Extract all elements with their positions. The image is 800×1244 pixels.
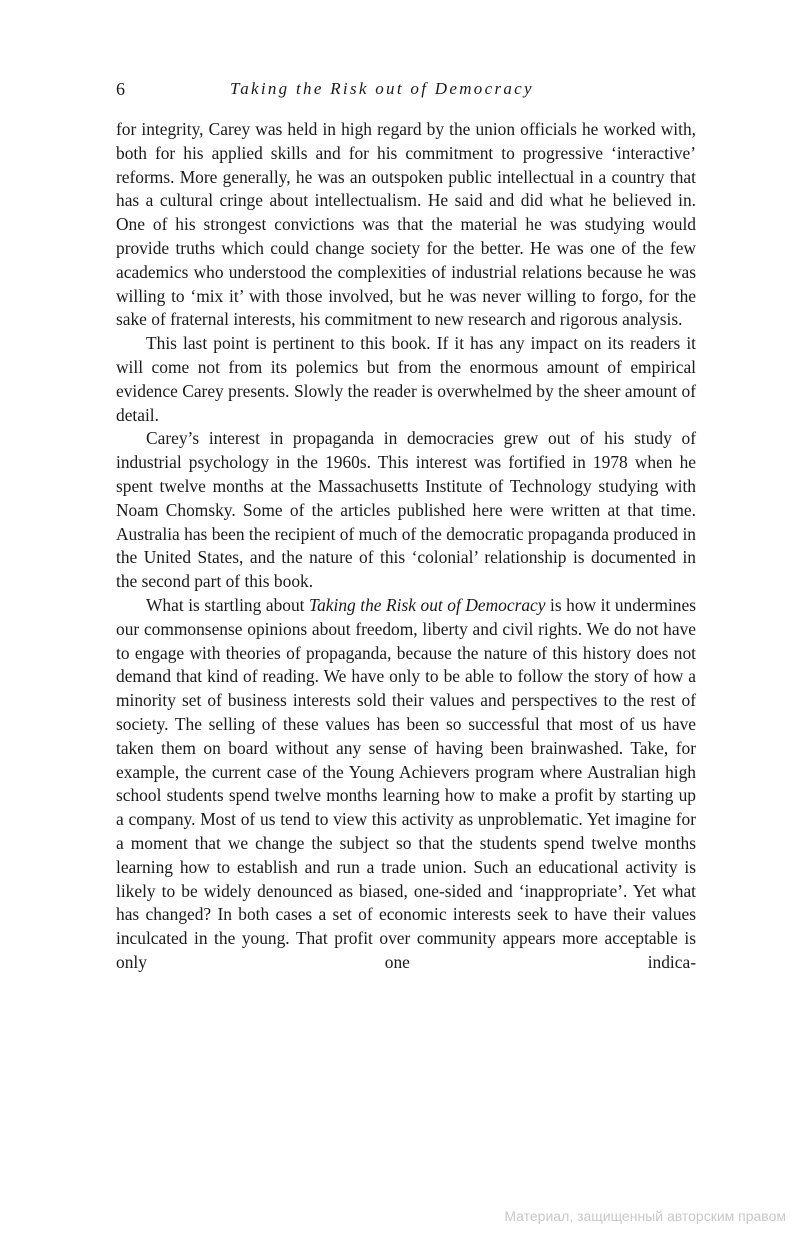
body-text [116,118,696,975]
running-title: Taking the Risk out of Democracy [230,79,534,98]
paragraph-3: Carey’s interest in propaganda in democracies grew out of his study of industrial psychology in the 1960s. This interest was fortified in 1978 when he spent twelve months at the Massachusetts Institute of Technology studying with Noam Chomsky. Some of the articles published here were written at that time. Australia has been the recipient of much of the democratic propaganda produced in the United States, and the nature of this ‘colonial’ relationship is documented in the second part of this book. [116,428,696,592]
paragraph-4-body: is how it undermines our commonsense opinions about freedom, liberty and civil rights. We do not have to engage with theories of propaganda, because the nature of this history does not demand that kind of reading. We have only to be able to follow the story of how a minority set of business interests sold their values and perspectives to the rest of society. The selling of these values has been so successful that most of us have taken them on board without any sense of having been brainwashed. Take, for example, the current case of the Young Achievers program where Australian high school students spend twelve months learning how to make a profit by starting up a company. Most of us tend to view this activity as unproblematic. Yet imagine for a moment that we change the subject so that the students spend twelve months learning how to establish and run a trade union. Such an educational activity is likely to be widely denounced as biased, one-sided and ‘inappropriate’. Yet what has changed? In both cases a set of economic interests seek to have their values inculcated in the young. That profit over community appears more acceptable is only one indica- [116,594,696,972]
running-head [116,78,696,104]
paragraph-4-intro: What is startling about [146,594,310,615]
paragraph-4 [116,594,696,975]
page-number: 6 [116,79,125,99]
paragraph-2: This last point is pertinent to this book. If it has any impact on its readers it will come not from its polemics but from the enormous amount of empirical evidence Carey presents. Slowly the reader is overwhelmed by the sheer amount of detail. [116,333,696,425]
copyright-watermark: Материал, защищенный авторским правом [504,1208,786,1224]
book-title-italic: Taking the Risk out of Democracy [309,594,546,615]
paragraph-1: for integrity, Carey was held in high regard by the union officials he worked with, both for his applied skills and for his commitment to progressive ‘interactive’ reforms. More generally, he was an outspoken public intellectual in a country that has a cultural cringe about intellectualism. He said and did what he believed in. One of his strongest convictions was that the material he was studying would provide truths which could change society for the better. He was one of the few academics who understood the complexities of industrial relations because he was willing to ‘mix it’ with those involved, but he was never willing to forgo, for the sake of fraternal interests, his commitment to new research and rigorous analysis. [116,119,696,330]
